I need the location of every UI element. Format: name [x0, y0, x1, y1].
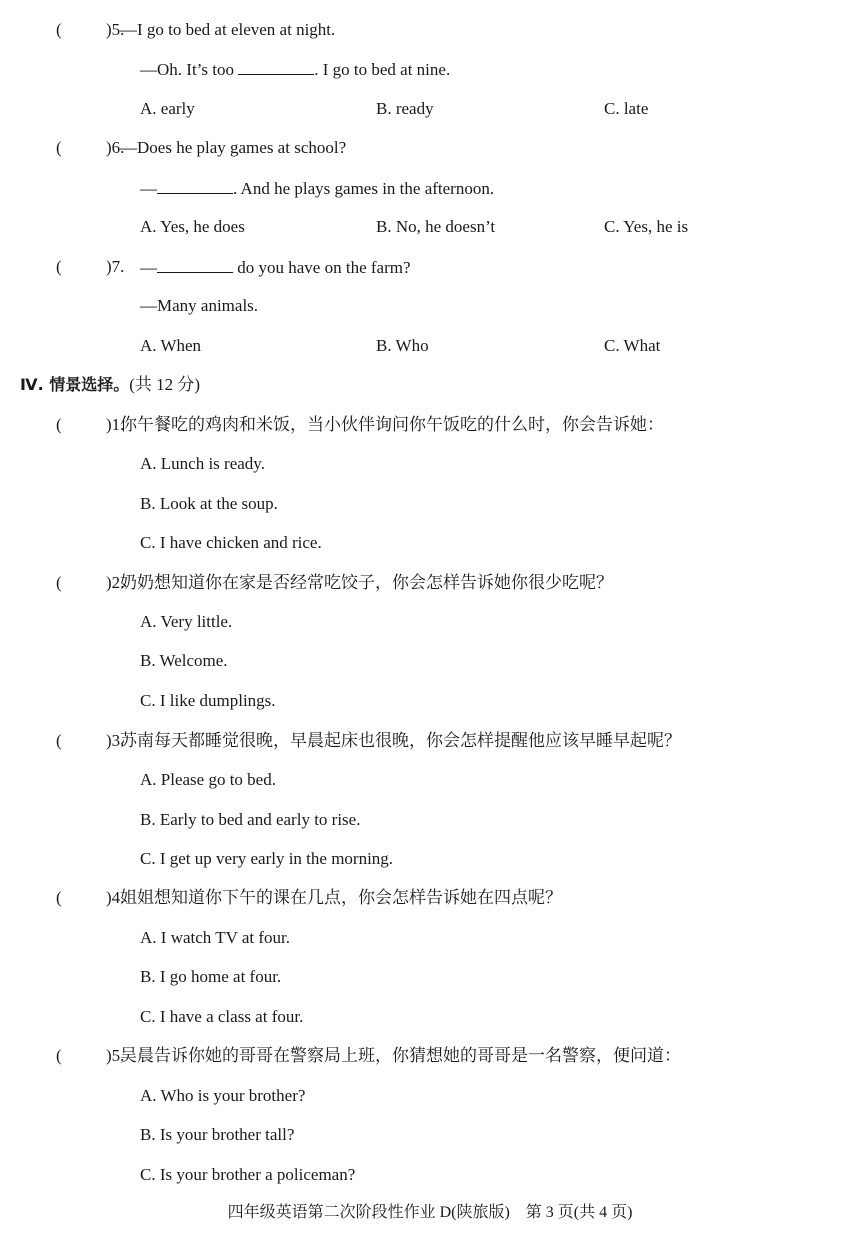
section-points: (共 12 分): [129, 375, 201, 394]
option-c: C. Is your brother a policeman?: [140, 1165, 356, 1184]
section-title: Ⅳ. 情景选择。: [20, 375, 130, 394]
option-b: B. Welcome.: [140, 651, 228, 670]
answer-paren-open: (: [56, 138, 62, 157]
answer-paren-open: (: [56, 573, 62, 592]
reply-text-start: —Oh. It’s too: [140, 60, 234, 79]
reply-text: —Many animals.: [140, 296, 259, 315]
question-reply: [140, 295, 258, 317]
question-number: )5.: [106, 20, 125, 39]
question-text-end: do you have on the farm?: [237, 258, 411, 277]
option-b: B. I go home at four.: [140, 967, 282, 986]
question-prompt: 苏南每天都睡觉很晚，早晨起床也很晚，你会怎样提醒他应该早睡早起呢？: [120, 731, 681, 750]
option-c: C. I like dumplings.: [140, 691, 276, 710]
option-a: A. Yes, he does: [140, 217, 245, 236]
option-a: A. Very little.: [140, 612, 233, 631]
question-text: —Does he play games at school?: [120, 138, 347, 157]
option-c: C. What: [604, 336, 661, 355]
question-prompt: 你午餐吃的鸡肉和米饭，当小伙伴询问你午饭吃的什么时，你会告诉她：: [120, 415, 664, 434]
option-c: C. late: [604, 99, 649, 118]
option-b: B. Who: [376, 336, 429, 355]
question-text-line: [140, 256, 411, 279]
question-number: )3.: [106, 731, 125, 750]
question-text: —I go to bed at eleven at night.: [120, 20, 336, 39]
question-number: )6.: [106, 138, 125, 157]
answer-paren-open: (: [56, 257, 62, 276]
question-reply: [140, 177, 494, 200]
question-number: )5.: [106, 1046, 125, 1065]
answer-blank[interactable]: [157, 177, 233, 194]
question-number: )7.: [106, 257, 125, 276]
option-c: C. I have a class at four.: [140, 1007, 304, 1026]
option-b: B. ready: [376, 99, 434, 118]
option-c: C. Yes, he is: [604, 217, 689, 236]
answer-blank[interactable]: [238, 58, 314, 75]
option-a: A. early: [140, 99, 195, 118]
question-prompt: 吴晨告诉你她的哥哥在警察局上班，你猜想她的哥哥是一名警察，便问道：: [120, 1046, 681, 1065]
option-b: B. No, he doesn’t: [376, 217, 496, 236]
question-reply: [140, 58, 450, 81]
page-footer: 四年级英语第二次阶段性作业 D(陕旅版) 第 3 页(共 4 页): [227, 1204, 633, 1221]
reply-text-end: . And he plays games in the afternoon.: [233, 179, 495, 198]
question-number: )4.: [106, 888, 125, 907]
option-b: B. Early to bed and early to rise.: [140, 810, 361, 829]
option-b: B. Look at the soup.: [140, 494, 278, 513]
section-heading: [20, 374, 200, 396]
question-text-start: —: [140, 258, 157, 277]
option-b: B. Is your brother tall?: [140, 1125, 295, 1144]
question-number: )2.: [106, 573, 125, 592]
question-prompt: 奶奶想知道你在家是否经常吃饺子，你会怎样告诉她你很少吃呢？: [120, 573, 613, 592]
answer-paren-open: (: [56, 20, 62, 39]
option-a: A. I watch TV at four.: [140, 928, 290, 947]
answer-paren-open: (: [56, 731, 62, 750]
question-prompt: 姐姐想知道你下午的课在几点，你会怎样告诉她在四点呢？: [120, 888, 562, 907]
reply-text-end: . I go to bed at nine.: [314, 60, 451, 79]
question-number: )1.: [106, 415, 125, 434]
answer-paren-open: (: [56, 415, 62, 434]
option-a: A. Lunch is ready.: [140, 454, 265, 473]
answer-paren-open: (: [56, 888, 62, 907]
option-a: A. Please go to bed.: [140, 770, 276, 789]
option-a: A. Who is your brother?: [140, 1086, 306, 1105]
answer-blank[interactable]: [157, 256, 233, 273]
answer-paren-open: (: [56, 1046, 62, 1065]
reply-text-start: —: [140, 179, 157, 198]
option-a: A. When: [140, 336, 202, 355]
option-c: C. I get up very early in the morning.: [140, 849, 394, 868]
option-c: C. I have chicken and rice.: [140, 533, 322, 552]
